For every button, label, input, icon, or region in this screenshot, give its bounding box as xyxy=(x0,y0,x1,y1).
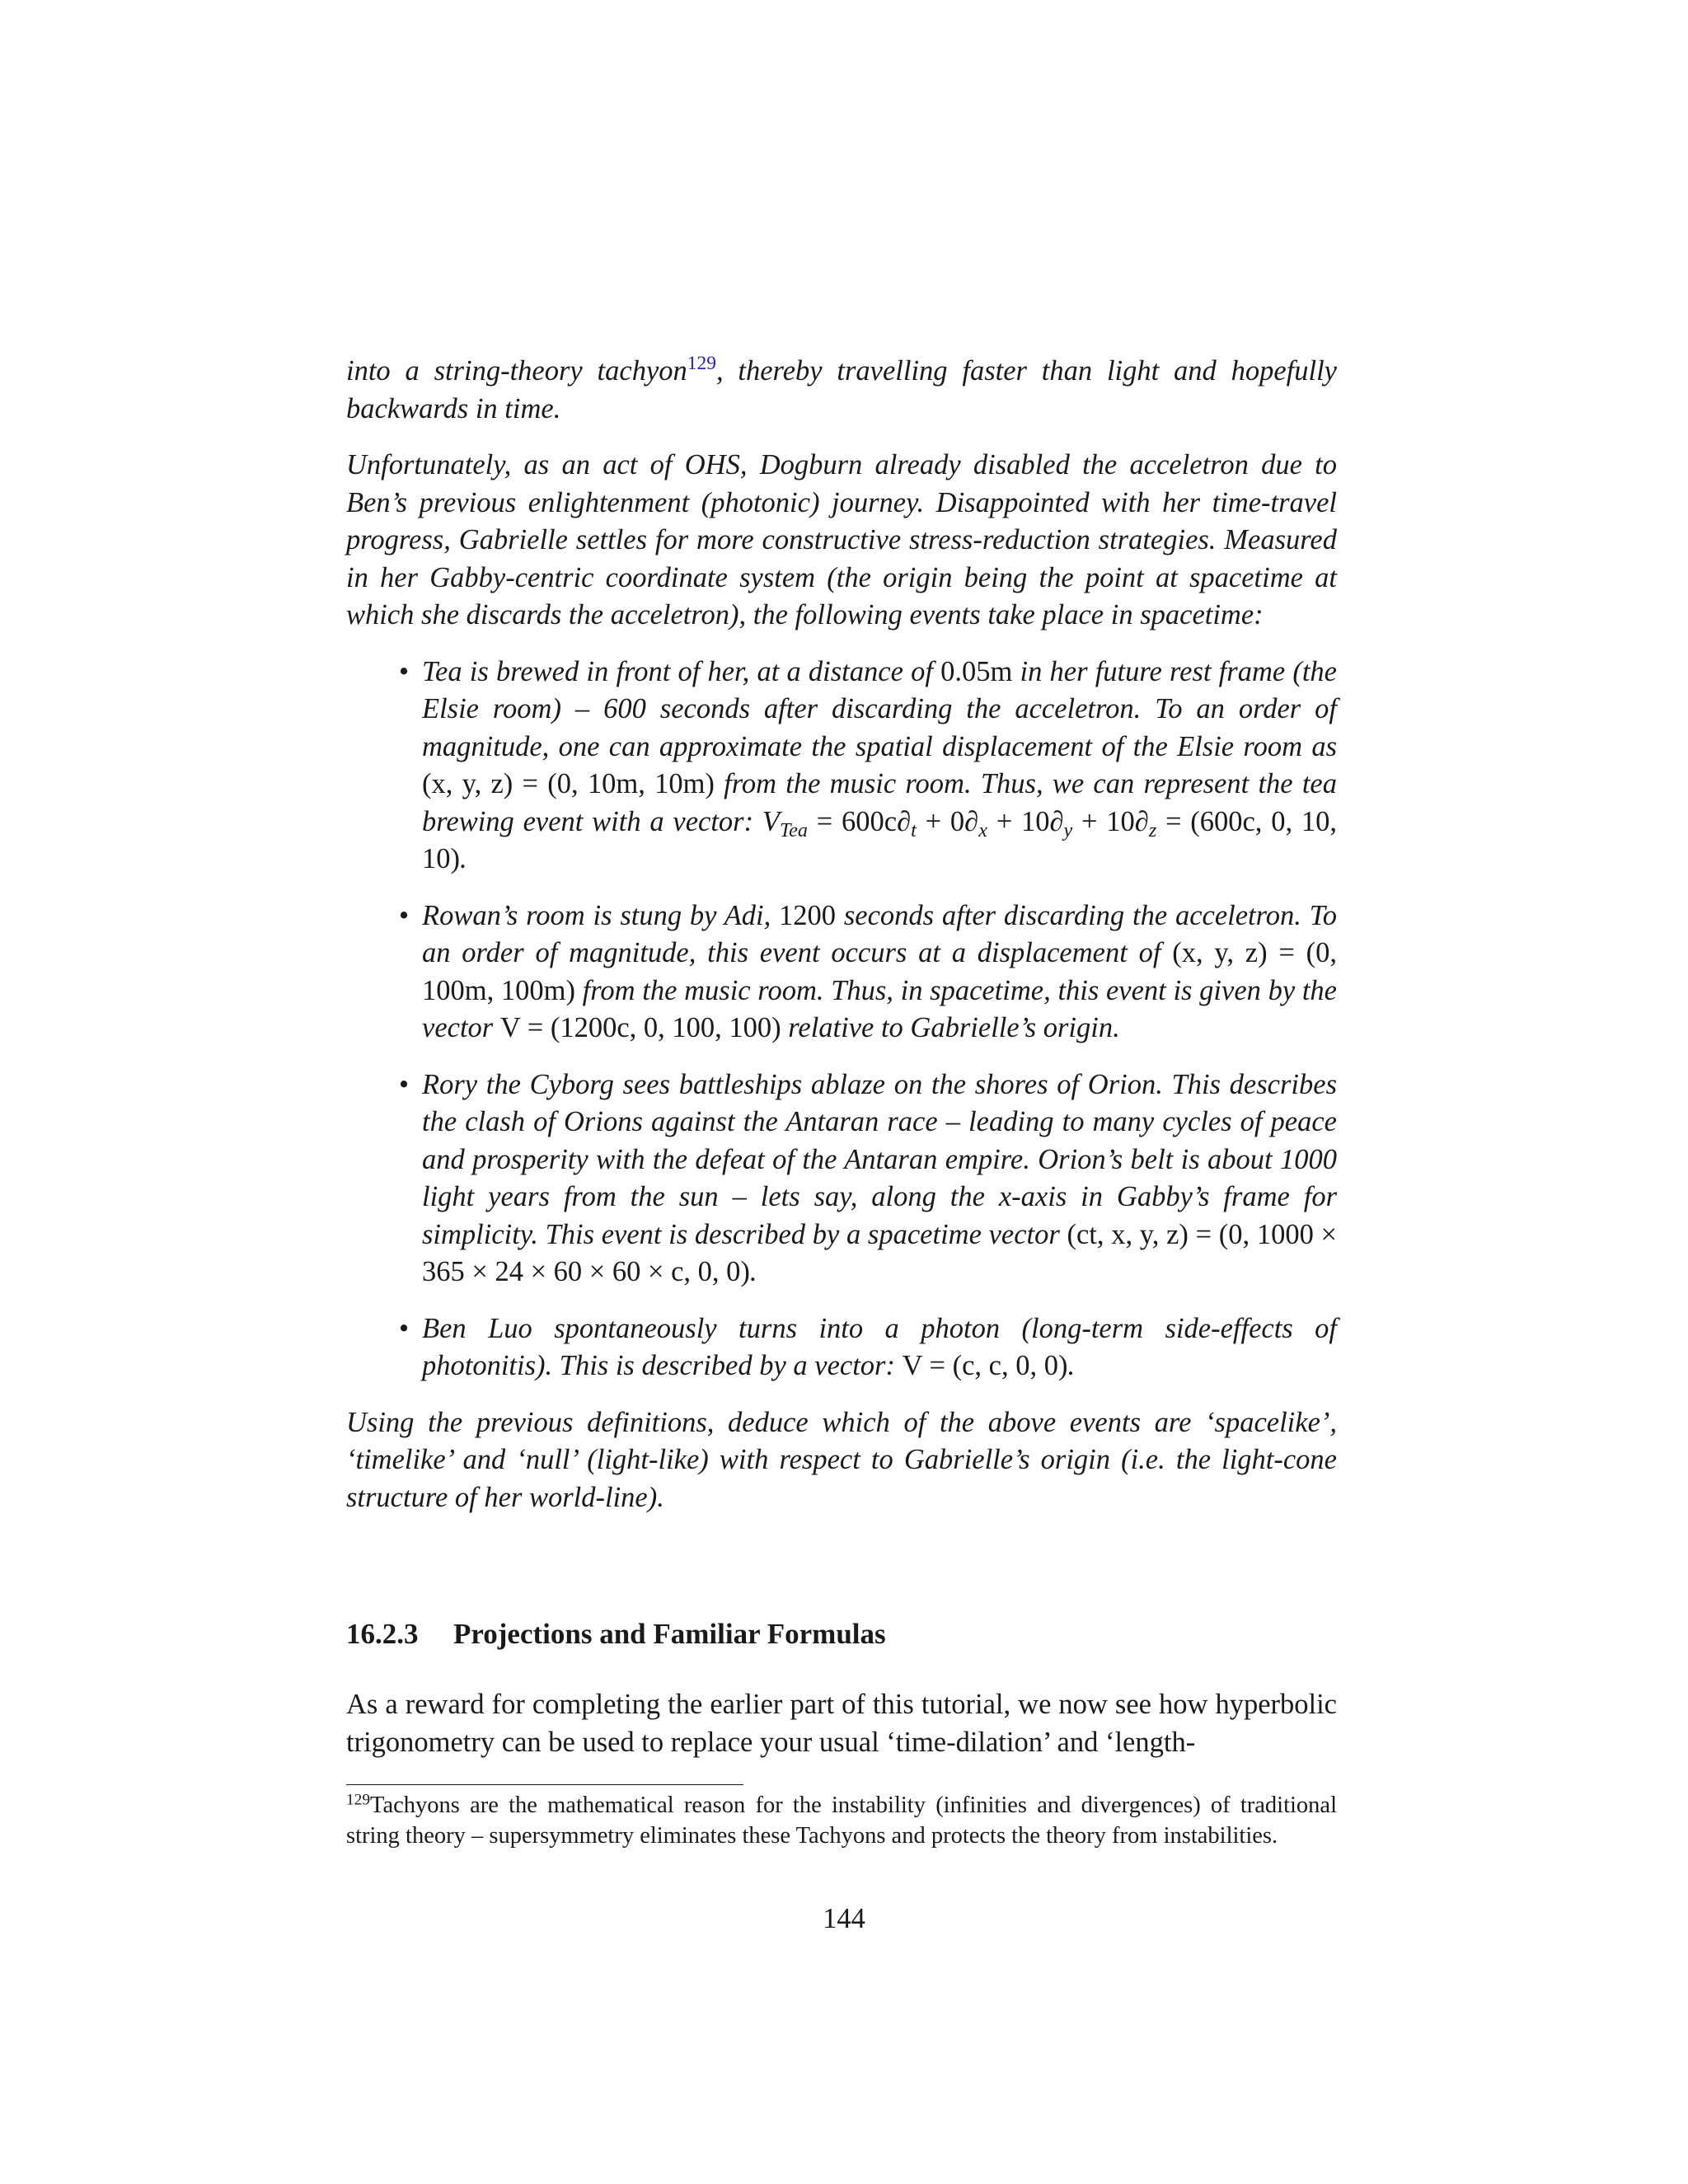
footnote-ref-129[interactable]: 129 xyxy=(687,353,716,375)
footnote-text: Tachyons are the mathematical reason for the instability (infinities and divergences) of traditional string theory – supersymmetry eliminates these Tachyons and protects the theory from instabilities. xyxy=(346,1793,1337,1849)
events-list xyxy=(346,654,1337,1385)
intro-paragraph xyxy=(346,353,1337,428)
intro-text-b: , thereby travelling faster than light and hopefully backwards in time. xyxy=(346,355,1337,424)
math-rory-vector: (ct, x, y, z) = (0, 1000 × 365 × 24 × 60 × 60 × c, 0, 0) xyxy=(422,1218,1338,1287)
bullet: • xyxy=(399,1312,410,1344)
event-rory: • Rory the Cyborg sees battleships ablaze on the shores of Orion. This describes the clash of Orions against the Antaran race – leading to many cycles of peace and prosperity with the defeat of the Antaran empire. Orion’s belt is about 1000 light years from the sun – lets say, along the x-axis in Gabby’s frame for simplicity. This event is described by a spacetime vector (ct, x, y, z) = (0, 1000 × 365 × 24 × 60 × 60 × c, 0, 0). xyxy=(422,1066,1337,1291)
math-rowan-vector: V = (1200c, 0, 100, 100) xyxy=(499,1012,781,1043)
math-tea-vector: $V_{Tea} = 600c\partial_t + 0\partial_x + 10\partial_y + 10\partial_z = (600c$, 0, 10, 10) xyxy=(422,805,1338,874)
page-number: 144 xyxy=(823,1903,865,1934)
question-paragraph: Using the previous definitions, deduce which of the above events are ‘spacelike’, ‘timelike’ and ‘null’ (light-like) with respect to Gabrielle’s origin (i.e. the light-cone structure of her world-line). xyxy=(346,1406,1337,1513)
event-rowan: • Rowan’s room is stung by Adi, 1200 seconds after discarding the acceletron. To an order of magnitude, this event occurs at a displacement of (x, y, z) = (0, 100m, 100m) from the music room. Thus, in spacetime, this event is given by the vector V = (1200c, 0, 100, 100) relative to Gabrielle’s origin. xyxy=(422,898,1337,1047)
event-ben: • Ben Luo spontaneously turns into a photon (long-term side-effects of photonitis). This is described by a vector: V = (c, c, 0, 0). xyxy=(422,1310,1337,1385)
math-time: 1200 xyxy=(779,899,837,931)
footnote-129 xyxy=(346,1790,1337,1851)
bullet: • xyxy=(399,899,410,931)
main-text xyxy=(346,353,1337,1516)
event-tea: • Tea is brewed in front of her, at a distance of 0.05m in her future rest frame (the Elsie room) – 600 seconds after discarding the acceletron. To an order of magnitude, one can approximate the spatial displacement of the Elsie room as (x, y, z) = (0, 10m, 10m) from the music room. Thus, we can represent the tea brewing event with a vector: $V_{Tea} = 600c\partial_t + 0\partial_x + 10\partial_y + 10\partial_z = (600c$, 0, 10, 10). xyxy=(422,654,1337,879)
math-displacement: (x, y, z) = (0, 10m, 10m) xyxy=(422,768,715,799)
section-number: 16.2.3 xyxy=(346,1618,419,1650)
bullet: • xyxy=(399,655,410,687)
reward-paragraph: As a reward for completing the earlier part of this tutorial, we now see how hyperbolic trigonometry can be used to replace your usual ‘time-dilation’ and ‘length- xyxy=(346,1689,1337,1758)
math-ben-vector: V = (c, c, 0, 0) xyxy=(902,1350,1068,1381)
intro-text-a: into a string-theory tachyon xyxy=(346,355,687,387)
scenario-paragraph: Unfortunately, as an act of OHS, Dogburn already disabled the acceletron due to Ben’s previous enlightenment (photonic) journey. Disappointed with her time-travel progress, Gabrielle settles for more constructive stress-reduction strategies. Measured in her Gabby-centric coordinate system (the origin being the point at spacetime at which she discards the acceletron), the following events take place in spacetime: xyxy=(346,449,1337,630)
math-displacement: (x, y, z) = (0, 100m, 100m) xyxy=(422,937,1338,1006)
footnote-divider xyxy=(346,1784,743,1785)
footnote-marker: 129 xyxy=(346,1791,371,1809)
section-title: Projections and Familiar Formulas xyxy=(453,1618,886,1650)
bullet: • xyxy=(399,1068,410,1100)
section-heading xyxy=(346,1615,1337,1653)
math-distance: 0.05m xyxy=(940,655,1013,687)
